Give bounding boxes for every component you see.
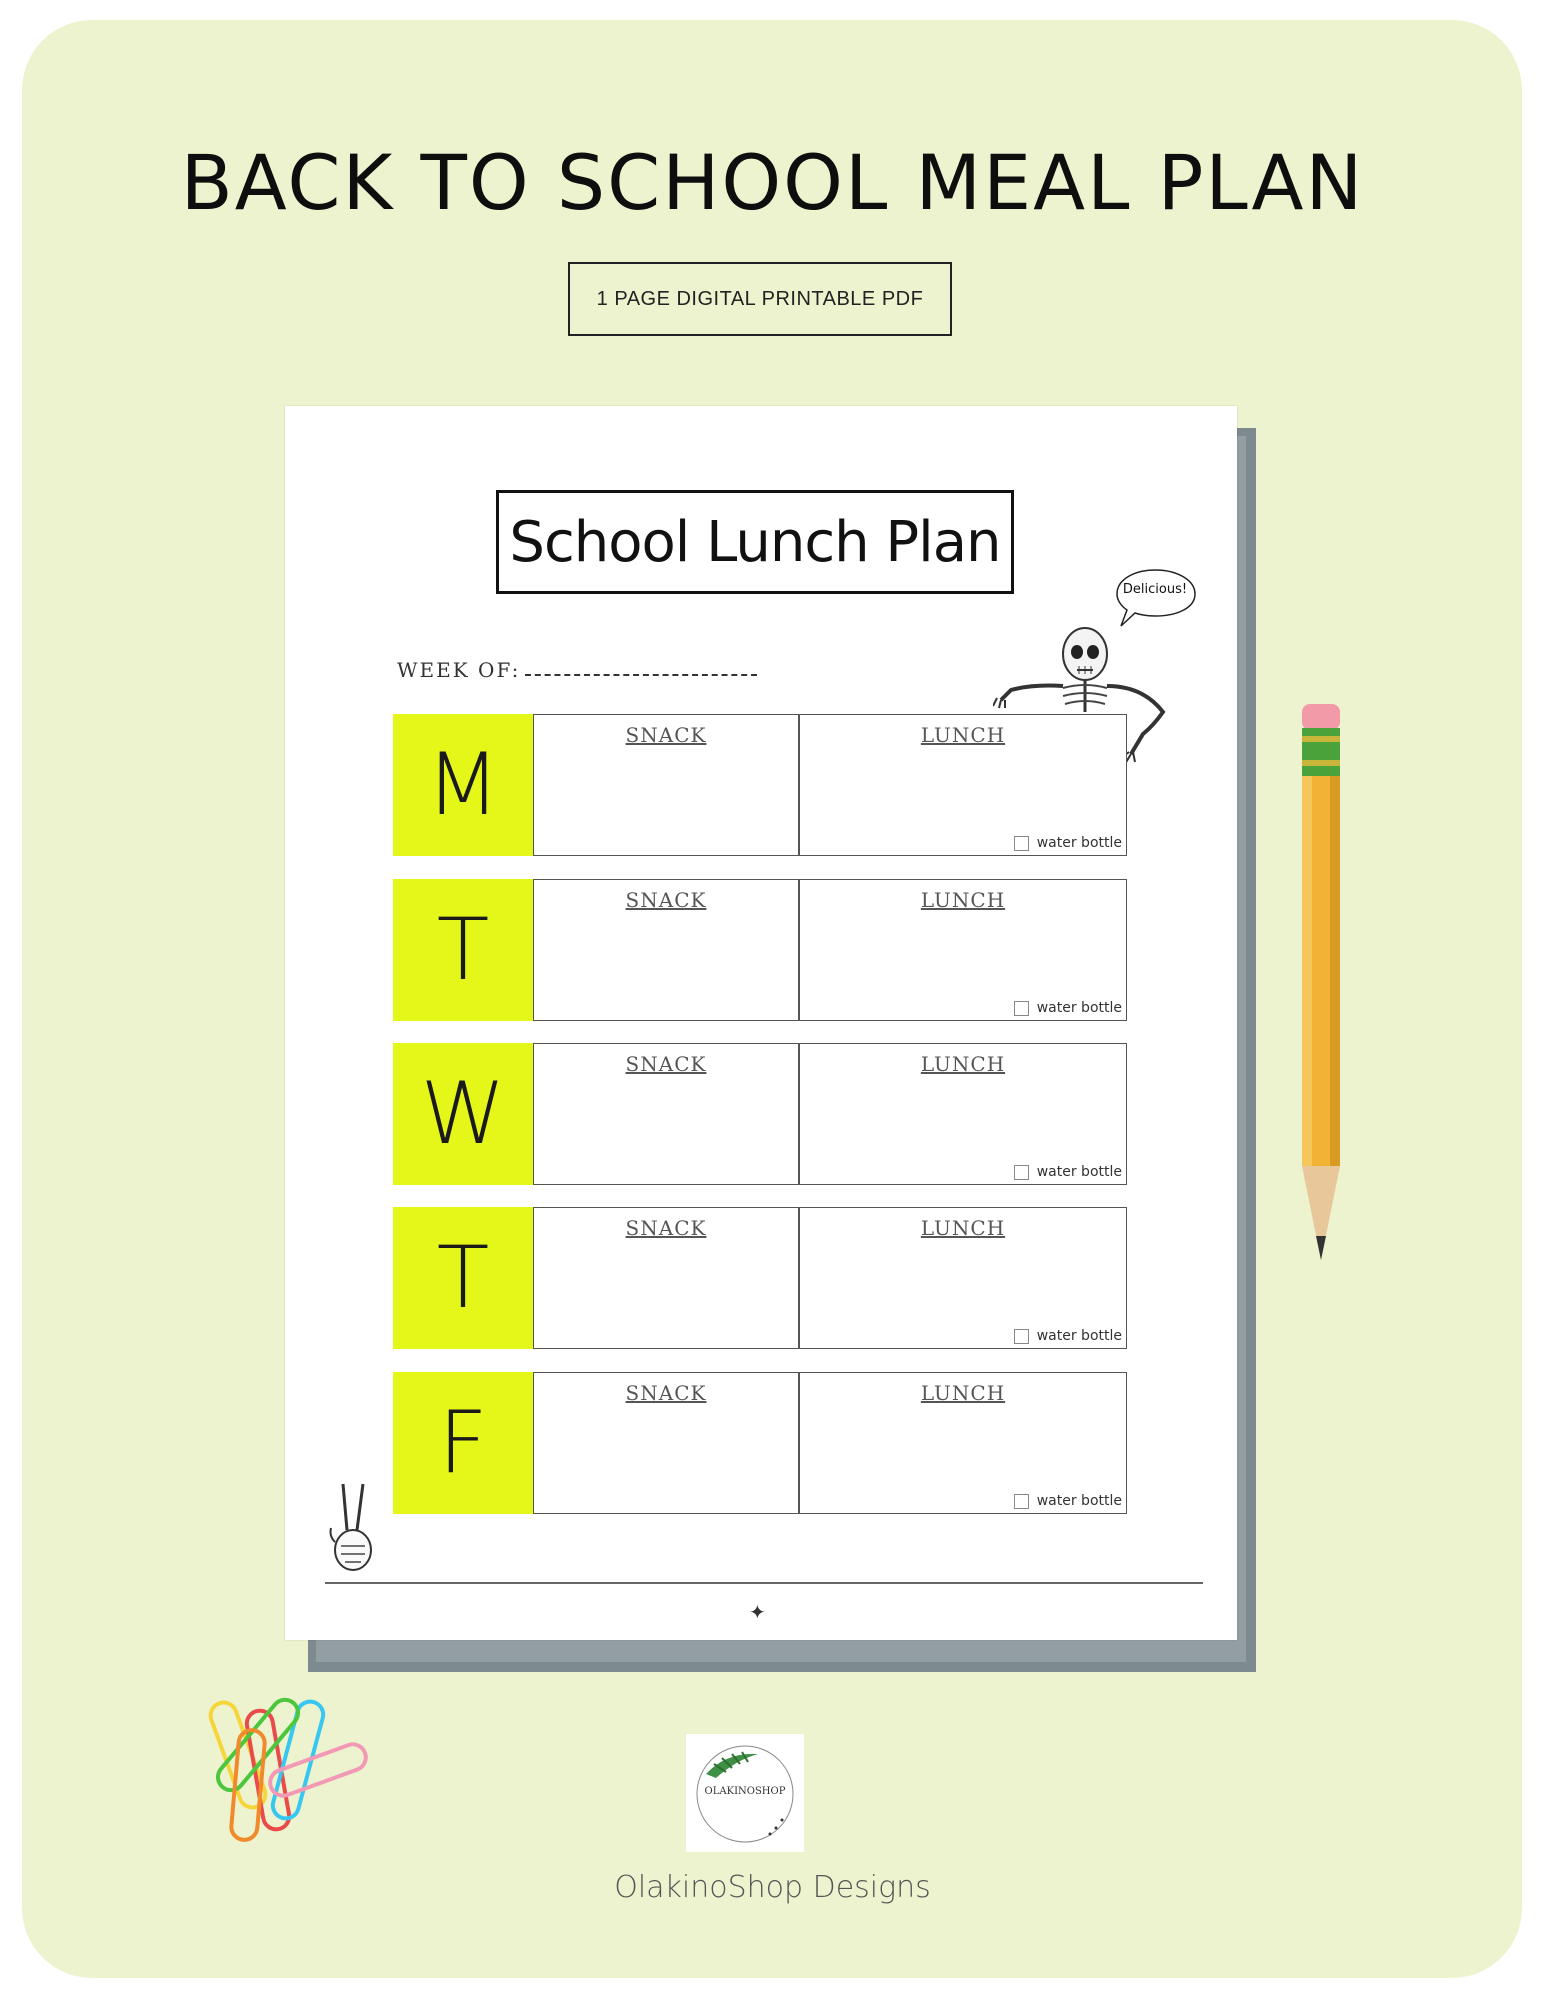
lunch-label: LUNCH [920,723,1006,747]
water-bottle-option [1014,1493,1122,1509]
lunch-label: LUNCH [920,888,1006,912]
water-bottle-checkbox[interactable] [1014,1165,1029,1180]
week-of-label: WEEK OF: [397,658,521,682]
brand-logo [686,1734,804,1852]
logo-text: OLAKINOSHOP [704,1786,786,1797]
day-row-wednesday [393,1043,1127,1185]
water-bottle-option [1014,1328,1122,1344]
day-letter: T [393,1207,533,1349]
brand-name: OlakinoShop Designs [614,1870,931,1905]
snack-label: SNACK [625,1216,707,1240]
peace-hand-icon [325,1480,381,1576]
day-letter: T [393,879,533,1021]
snack-box[interactable] [533,714,799,856]
lunch-label: LUNCH [920,1052,1006,1076]
water-bottle-checkbox[interactable] [1014,1001,1029,1016]
water-bottle-label: water bottle [1036,1328,1122,1344]
water-bottle-label: water bottle [1036,1164,1122,1180]
planner-sheet [285,406,1237,1640]
water-bottle-label: water bottle [1036,1000,1122,1016]
lunch-label: LUNCH [920,1381,1006,1405]
water-bottle-option [1014,1000,1122,1016]
lunch-label: LUNCH [920,1216,1006,1240]
lunch-box[interactable] [799,714,1127,856]
day-letter: W [393,1043,533,1185]
speech-bubble-icon [1107,566,1201,630]
paper-clips-icon [205,1680,390,1860]
week-of-input-line[interactable] [525,674,757,676]
snack-label: SNACK [625,888,707,912]
star-icon: ✦ [749,1602,766,1624]
water-bottle-checkbox[interactable] [1014,836,1029,851]
day-letter: F [393,1372,533,1514]
water-bottle-option [1014,1164,1122,1180]
water-bottle-option [1014,835,1122,851]
footer-divider [325,1582,1203,1584]
day-letter: M [393,714,533,856]
water-bottle-label: water bottle [1036,835,1122,851]
page-title: BACK TO SCHOOL MEAL PLAN [180,138,1365,227]
snack-box[interactable] [533,879,799,1021]
snack-label: SNACK [625,1052,707,1076]
snack-label: SNACK [625,723,707,747]
speech-bubble-text: Delicious! [1122,582,1188,597]
day-row-friday [393,1372,1127,1514]
pencil-icon [1296,700,1346,1290]
lunch-box[interactable] [799,1207,1127,1349]
day-row-monday [393,714,1127,856]
water-bottle-checkbox[interactable] [1014,1329,1029,1344]
snack-box[interactable] [533,1372,799,1514]
snack-box[interactable] [533,1207,799,1349]
water-bottle-checkbox[interactable] [1014,1494,1029,1509]
lunch-box[interactable] [799,1043,1127,1185]
subtitle-box: 1 PAGE DIGITAL PRINTABLE PDF [568,262,952,336]
snack-box[interactable] [533,1043,799,1185]
snack-label: SNACK [625,1381,707,1405]
water-bottle-label: water bottle [1036,1493,1122,1509]
sheet-title: School Lunch Plan [496,490,1014,594]
day-row-thursday [393,1207,1127,1349]
day-row-tuesday [393,879,1127,1021]
lunch-box[interactable] [799,879,1127,1021]
lunch-box[interactable] [799,1372,1127,1514]
